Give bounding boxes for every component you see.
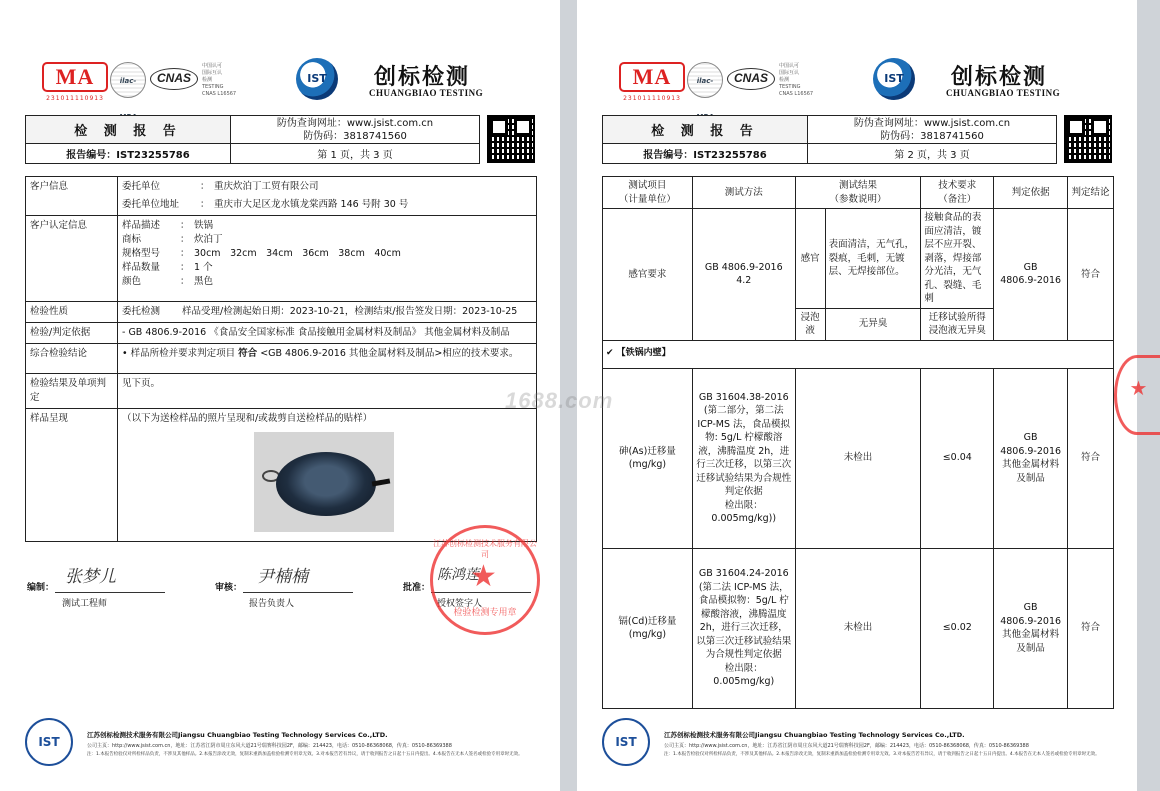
approver-signature: 陈鸿莲	[437, 567, 479, 583]
ist-logo: IST	[873, 58, 915, 100]
photo-caption: （以下为送检样品的照片呈现和/或裁剪自送检样品的贴样）	[122, 413, 373, 424]
cd-item: 镉(Cd)迁移量 (mg/kg)	[603, 548, 693, 708]
as-item: 砷(As)迁移量 (mg/kg)	[603, 368, 693, 548]
cma-number: 231011110913	[46, 95, 104, 102]
sensory-result-1: 表面清洁，无气孔，裂痕，毛刺，无镀层、无焊接部位。	[825, 209, 921, 309]
col-header-verdict: 判定结论	[1068, 177, 1114, 209]
sample-photo	[254, 432, 394, 532]
sensory-item: 感官要求	[603, 209, 693, 341]
result-value: 见下页。	[118, 374, 537, 409]
compile-label: 编制：	[27, 583, 55, 593]
report-number: 报告编号：IST23255786	[26, 144, 231, 164]
verify-code: 防伪码：3818741560	[303, 130, 407, 142]
col-header-method: 测试方法	[692, 177, 795, 209]
report-header-table	[602, 115, 1057, 164]
sensory-verdict: 符合	[1068, 209, 1114, 341]
sensory-sub-1: 感官	[795, 209, 825, 309]
ilac-mra-logo: ilac-	[110, 62, 146, 98]
sensory-method: GB 4806.9-2016 4.2	[692, 209, 795, 341]
conclusion-value: • 样品所检并要求判定项目 符合 <GB 4806.9-2016 其他金属材料及制品>相应的技术要求。	[118, 344, 537, 374]
brand-name-cn: 创标检测	[374, 64, 471, 90]
page-indicator: 第 2 页，共 3 页	[808, 144, 1057, 164]
approve-label: 批准：	[403, 583, 431, 593]
edge-stamp-star-icon: ★	[1129, 376, 1148, 400]
footer	[602, 718, 1114, 778]
results-table	[602, 176, 1114, 709]
col-header-basis: 判定依据	[994, 177, 1068, 209]
as-basis: GB 4806.9-2016 其他金属材料 及制品	[994, 368, 1068, 548]
stamp-star-icon: ★	[470, 559, 497, 594]
result-label: 检验结果及单项判定	[26, 374, 118, 409]
col-header-requirement: 技术要求 （备注）	[921, 177, 994, 209]
sensory-sub-2: 浸泡液	[795, 308, 825, 340]
footer-address: 公司主页：http://www.jsist.com.cn，地址：江苏省江阴市周庄东风大道21号瑞赛科技园2F，邮编：214423，电话：0510-86368068，传真：0510-86369388	[664, 743, 1029, 749]
stamp-company: 江苏创标检测技术服务有限公司	[433, 539, 537, 559]
report-title: 检 测 报 告	[26, 116, 231, 144]
footer-company: 江苏创标检测技术服务有限公司Jiangsu Chuangbiao Testing Technology Services Co.,LTD.	[664, 731, 965, 739]
report-page-1	[0, 0, 560, 791]
page-indicator: 第 1 页，共 3 页	[231, 144, 480, 164]
col-header-result: 测试结果 （参数说明）	[795, 177, 921, 209]
cnas-accreditation-text: 中国认可 国际互认 检测 TESTING CNAS L16567	[779, 63, 814, 97]
sensory-requirement-2: 迁移试验所得浸泡液无异臭	[921, 308, 994, 340]
footer-notes: 注：1.本报告检验仅对所检样品负责，不涉及其他样品。2.本报告涂改无效，复制未重新加盖检验检测专用章无效。3.对本报告若有异议，请于收到报告之日起十五日内提出。4.本报告在无本人签名或检验专用章时无效。	[664, 752, 1100, 757]
report-number: 报告编号：IST23255786	[603, 144, 808, 164]
sample-label: 客户认定信息	[26, 216, 118, 302]
as-requirement: ≤0.04	[921, 368, 994, 548]
sample-info: 样品描述 ： 铁锅 商标 ： 炊泊丁 规格型号 ： 30cm 32cm 34cm 36cm 38cm 40cm 样品数量 ： 1 个 颜色 ： 黑色	[118, 216, 537, 302]
verify-url[interactable]: 防伪查询网址：www.jsist.com.cn	[853, 117, 1011, 129]
ist-logo: IST	[296, 58, 338, 100]
photo-cell	[118, 409, 537, 542]
qr-code	[487, 115, 535, 163]
cnas-accreditation-text: 中国认可 国际互认 检测 TESTING CNAS L16567	[202, 63, 237, 97]
cma-logo: MA	[619, 62, 685, 92]
official-stamp	[430, 525, 540, 635]
approve-role: 授权签字人	[437, 599, 483, 609]
ilac-mra-logo: ilac-	[687, 62, 723, 98]
as-result: 未检出	[795, 368, 921, 548]
footer-ist-logo: IST	[25, 718, 73, 766]
reviewer-signature: 尹楠楠	[257, 567, 308, 587]
brand-name-cn: 创标检测	[951, 64, 1048, 90]
nature-info: 委托检测 样品受理/检测起始日期：2023-10-21，检测结束/报告签发日期：2023-10-25	[118, 302, 537, 323]
cd-basis: GB 4806.9-2016 其他金属材料 及制品	[994, 548, 1068, 708]
sensory-basis: GB 4806.9-2016	[994, 209, 1068, 341]
qr-code	[1064, 115, 1112, 163]
compile-role: 测试工程师	[62, 599, 108, 609]
footer	[25, 718, 537, 778]
report-header-table	[25, 115, 480, 164]
brand-name-en: CHUANGBIAO TESTING	[946, 88, 1061, 98]
verify-info	[231, 116, 480, 144]
edge-stamp	[1114, 355, 1160, 435]
cma-number: 231011110913	[623, 95, 681, 102]
photo-label: 样品呈现	[26, 409, 118, 542]
col-header-item: 测试项目 （计量单位）	[603, 177, 693, 209]
footer-ist-logo: IST	[602, 718, 650, 766]
sensory-requirement-1: 接触食品的表面应清洁，镀层不应开裂、剥落，焊接部分光洁，无气孔、裂缝、毛刺	[921, 209, 994, 309]
as-verdict: 符合	[1068, 368, 1114, 548]
verify-code: 防伪码：3818741560	[880, 130, 984, 142]
stamp-sub: 检验检测专用章	[453, 608, 517, 618]
report-title: 检 测 报 告	[603, 116, 808, 144]
brand-name-en: CHUANGBIAO TESTING	[369, 88, 484, 98]
cnas-logo: CNAS	[727, 68, 775, 90]
client-label: 客户信息	[26, 177, 118, 216]
verify-url[interactable]: 防伪查询网址：www.jsist.com.cn	[276, 117, 434, 129]
as-method: GB 31604.38-2016 (第二部分，第二法 ICP-MS 法，食品模拟物: 5g/L 柠檬酸溶液，沸腾温度 2h，进行三次迁移，以第三次迁移试验结果为合规性判定依据 检出限：0.005mg/kg))	[692, 368, 795, 548]
basis-value: - GB 4806.9-2016 《食品安全国家标准 食品接触用金属材料及制品》 其他金属材料及制品	[118, 323, 537, 344]
compiler-signature: 张梦儿	[65, 567, 116, 587]
basis-label: 检验/判定依据	[26, 323, 118, 344]
client-info: 委托单位 ： 重庆炊泊丁工贸有限公司 委托单位地址 ： 重庆市大足区龙水镇龙棠西路 146 号附 30 号	[118, 177, 537, 216]
cd-requirement: ≤0.02	[921, 548, 994, 708]
watermark-1688: 1688.com	[505, 388, 614, 413]
cnas-logo: CNAS	[150, 68, 198, 90]
footer-notes: 注：1.本报告检验仅对所检样品负责，不涉及其他样品。2.本报告涂改无效，复制未重新加盖检验检测专用章无效。3.对本报告若有异议，请于收到报告之日起十五日内提出。4.本报告在无本人签名或检验专用章时无效。	[87, 752, 523, 757]
nature-label: 检验性质	[26, 302, 118, 323]
section-wok-inner-wall: ✔ 【铁锅内壁】	[603, 340, 1114, 368]
cd-verdict: 符合	[1068, 548, 1114, 708]
review-role: 报告负责人	[249, 599, 295, 609]
cd-result: 未检出	[795, 548, 921, 708]
cd-method: GB 31604.24-2016 (第二法 ICP-MS 法，食品模拟物：5g/L 柠檬酸溶液，沸腾温度 2h，进行三次迁移，以第三次迁移试验结果为合规性判定依据 检出限：0.005mg/kg)	[692, 548, 795, 708]
report-page-2	[577, 0, 1148, 791]
wok-image	[276, 452, 376, 516]
cma-logo: MA	[42, 62, 108, 92]
footer-company: 江苏创标检测技术服务有限公司Jiangsu Chuangbiao Testing Technology Services Co.,LTD.	[87, 731, 388, 739]
footer-address: 公司主页：http://www.jsist.com.cn，地址：江苏省江阴市周庄东风大道21号瑞赛科技园2F，邮编：214423，电话：0510-86368068，传真：0510-86369388	[87, 743, 452, 749]
sensory-result-2: 无异臭	[825, 308, 921, 340]
review-label: 审核：	[215, 583, 243, 593]
conclusion-label: 综合检验结论	[26, 344, 118, 374]
verify-info	[808, 116, 1057, 144]
report-info-table	[25, 176, 537, 542]
